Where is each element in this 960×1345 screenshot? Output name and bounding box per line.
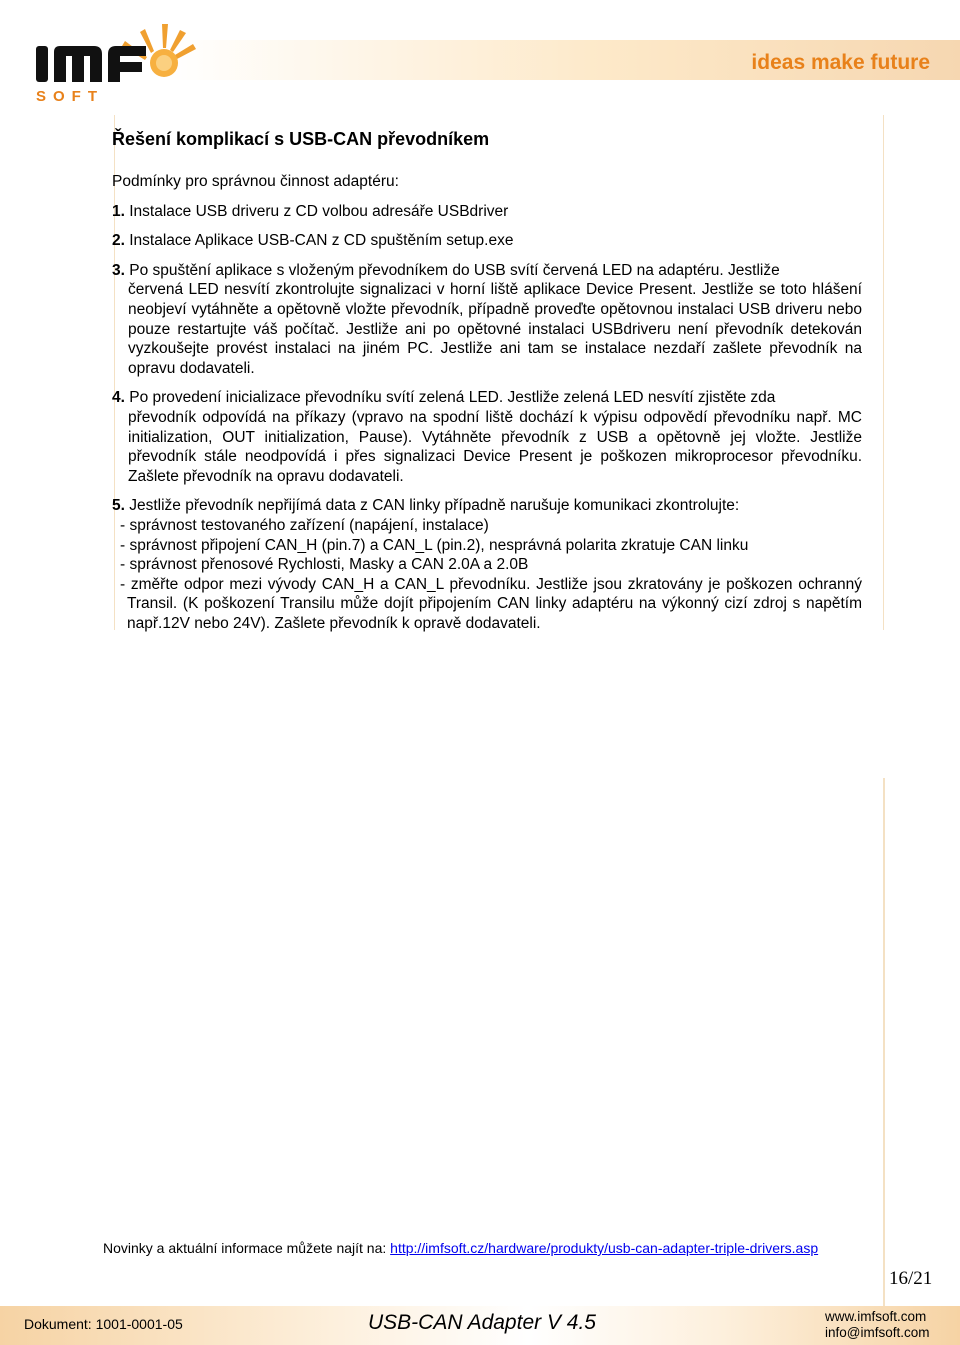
email-link[interactable]: info@imfsoft.com [825, 1325, 930, 1340]
list-item-continuation: převodník odpovídá na příkazy (vpravo na spodní liště dochází k výpisu odpovědí převodníku např. MC initialization, OUT initialization, Pause). Vytáhněte převodník z USB a opětovně jej vložte. Jestliže převodník stále neodpovídá i přes signalizaci Device Present je poškozen mikroprocesor převodníku. Zašlete převodník na opravu dodavateli. [128, 408, 862, 485]
right-margin-rule-bottom [883, 778, 885, 1338]
contact-block [825, 1309, 929, 1341]
page-number: 16/21 [889, 1268, 933, 1289]
right-margin-rule-top [883, 115, 884, 630]
check-item: - správnost testovaného zařízení (napájení, instalace) [120, 516, 489, 534]
imf-soft-logo [30, 18, 200, 106]
document-body [112, 128, 862, 633]
list-item [112, 388, 862, 486]
document-id: Dokument: 1001-0001-05 [24, 1316, 183, 1332]
list-item [112, 202, 862, 222]
product-name: USB-CAN Adapter V 4.5 [368, 1311, 596, 1334]
list-item-number: 2. [112, 232, 125, 250]
check-item: - změřte odpor mezi vývody CAN_H a CAN_L převodníku. Jestliže jsou zkratovány je poškozen ochranný Transil. (K poškození Transilu může dojít připojením CAN linky adaptéru na výkonný cizí zdroj s napětím např.12V nebo 24V). Zašlete převodník k opravě dodavateli. [120, 575, 862, 632]
news-link[interactable]: http://imfsoft.cz/hardware/produkty/usb-can-adapter-triple-drivers.asp [390, 1240, 819, 1256]
check-item: - správnost přenosové Rychlosti, Masky a CAN 2.0A a 2.0B [120, 556, 529, 574]
list-item-number: 1. [112, 202, 125, 220]
list-item-text: Po provedení inicializace převodníku svítí zelená LED. Jestliže zelená LED nesvítí zjistěte zda [124, 389, 776, 407]
list-item [112, 261, 862, 379]
list-item [112, 496, 862, 516]
list-item-text: Po spuštění aplikace s vloženým převodníkem do USB svítí červená LED na adaptéru. Jestliže [124, 261, 780, 279]
check-item: - správnost připojení CAN_H (pin.7) a CAN_L (pin.2), nesprávná polarita zkratuje CAN linku [120, 536, 749, 554]
intro-text: Podmínky pro správnou činnost adaptéru: [112, 173, 399, 190]
list-item-number: 5. [112, 497, 125, 515]
website-link[interactable]: www.imfsoft.com [825, 1309, 927, 1324]
section-title: Řešení komplikací s USB-CAN převodníkem [112, 129, 490, 149]
news-line [103, 1240, 818, 1256]
list-item-continuation: červená LED nesvítí zkontrolujte signalizaci v horní liště aplikace Device Present. Jestliže se toto hlášení neobjeví vytáhněte a opětovně vložte převodník, případně proveďte opětovnou instalaci USB driveru nebo pouze restartujte váš počítač. Jestliže ani po opětovné instalaci USBdriveru není převodník detekován vyzkoušejte provést instalaci na jiném PC. Jestliže ani tam se instalace nezdaří zašlete převodník na opravu dodavateli. [128, 281, 862, 377]
list-item-number: 4. [112, 389, 125, 407]
header-slogan: ideas make future [751, 51, 930, 74]
svg-text:SOFT: SOFT [36, 88, 104, 105]
list-item-text: Jestliže převodník nepřijímá data z CAN linky případně narušuje komunikaci zkontrolujte: [124, 497, 740, 515]
list-item-number: 3. [112, 261, 125, 279]
list-item-text: Instalace Aplikace USB-CAN z CD spuštěním setup.exe [124, 232, 514, 250]
news-label: Novinky a aktuální informace můžete najít na: [103, 1240, 391, 1256]
list-item [112, 231, 862, 251]
list-item-text: Instalace USB driveru z CD volbou adresáře USBdriver [124, 202, 509, 220]
